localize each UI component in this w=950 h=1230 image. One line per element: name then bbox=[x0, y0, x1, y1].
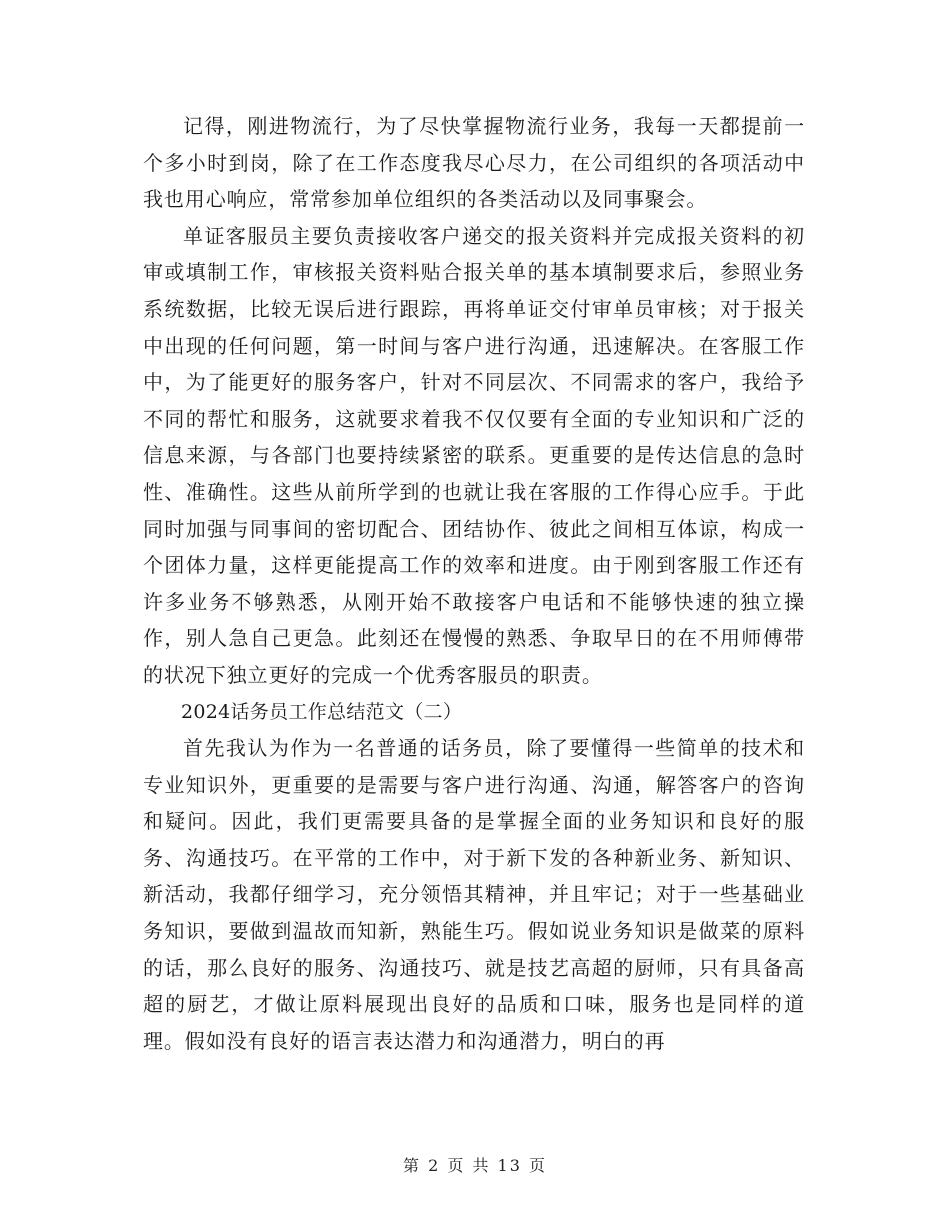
document-body bbox=[143, 108, 805, 1059]
paragraph-3: 首先我认为作为一名普通的话务员，除了要懂得一些简单的技术和专业知识外，更重要的是需要与客户进行沟通、沟通，解答客户的咨询和疑问。因此，我们更需要具备的是掌握全面的业务知识和良好的服务、沟通技巧。在平常的工作中，对于新下发的各种新业务、新知识、新活动，我都仔细学习，充分领悟其精神，并且牢记；对于一些基础业务知识，要做到温故而知新，熟能生巧。假如说业务知识是做菜的原料的话，那么良好的服务、沟通技巧、就是技艺高超的厨师，只有具备高超的厨艺，才做让原料展现出良好的品质和口味，服务也是同样的道理。假如没有良好的语言表达潜力和沟通潜力，明白的再 bbox=[143, 736, 805, 1053]
section-heading: 2024话务员工作总结范文（二） bbox=[181, 700, 463, 723]
page-number-footer: 第 2 页 共 13 页 bbox=[403, 1156, 547, 1175]
paragraph-1: 记得，刚进物流行，为了尽快掌握物流行业务，我每一天都提前一个多小时到岗，除了在工作态度我尽心尽力，在公司组织的各项活动中我也用心响应，常常参加单位组织的各类活动以及同事聚会。 bbox=[143, 114, 805, 212]
paragraph-2: 单证客服员主要负责接收客户递交的报关资料并完成报关资料的初审或填制工作，审核报关资料贴合报关单的基本填制要求后，参照业务系统数据，比较无误后进行跟踪，再将单证交付审单员审核；对于报关中出现的任何问题，第一时间与客户进行沟通，迅速解决。在客服工作中，为了能更好的服务客户，针对不同层次、不同需求的客户，我给予不同的帮忙和服务，这就要求着我不仅仅要有全面的专业知识和广泛的信息来源，与各部门也要持续紧密的联系。更重要的是传达信息的急时性、准确性。这些从前所学到的也就让我在客服的工作得心应手。于此同时加强与同事间的密切配合、团结协作、彼此之间相互体谅，构成一个团体力量，这样更能提高工作的效率和进度。由于刚到客服工作还有许多业务不够熟悉，从刚开始不敢接客户电话和不能够快速的独立操作，别人急自己更急。此刻还在慢慢的熟悉、争取早日的在不用师傅带的状况下独立更好的完成一个优秀客服员的职责。 bbox=[143, 223, 805, 687]
